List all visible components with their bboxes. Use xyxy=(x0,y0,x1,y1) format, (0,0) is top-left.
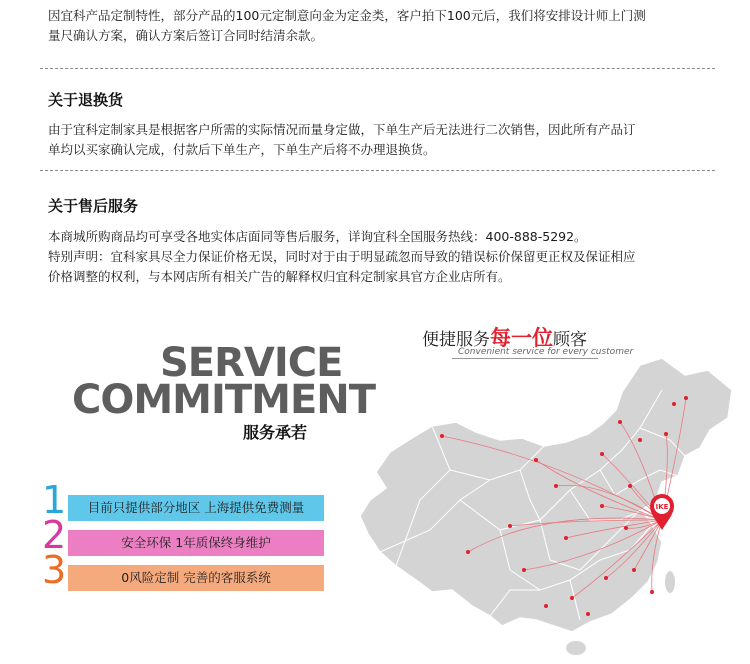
after-sales-paragraph xyxy=(48,227,713,287)
returns-paragraph xyxy=(48,120,713,160)
service-item-number: 3 xyxy=(42,548,67,592)
map-island xyxy=(566,641,586,655)
intro-paragraph xyxy=(48,6,713,46)
city-dot xyxy=(544,604,548,608)
returns-line-1: 由于宜科定制家具是根据客户所需的实际情况而量身定做，下单生产后无法进行二次销售，因此所有产品订 xyxy=(48,122,636,137)
service-item-label: 安全环保 1年质保终身维护 xyxy=(121,535,271,550)
city-dot xyxy=(554,484,558,488)
after-sales-heading: 关于售后服务 xyxy=(48,197,139,215)
city-dot xyxy=(600,452,604,456)
china-map xyxy=(340,330,750,664)
city-dot xyxy=(618,420,622,424)
after-sales-line-2: 特别声明：宜科家具尽全力保证价格无误，同时对于由于明显疏忽而导致的错误标价保留更正权及保证相应 xyxy=(48,249,636,264)
after-sales-line-1: 本商城所购商品均可享受各地实体店面同等售后服务，详询宜科全国服务热线：400-888-5292。 xyxy=(48,229,587,244)
service-item-number: 1 xyxy=(42,478,67,522)
service-item-label: 目前只提供部分地区 上海提供免费测量 xyxy=(87,500,305,515)
city-dot xyxy=(466,550,470,554)
service-item-number: 2 xyxy=(42,513,67,557)
map-heading-highlight: 每一位 xyxy=(490,326,553,350)
city-dot xyxy=(508,524,512,528)
city-dot xyxy=(534,458,538,462)
returns-heading: 关于退换货 xyxy=(48,91,124,109)
city-dot xyxy=(638,438,642,442)
city-dot xyxy=(628,484,632,488)
map-landmass xyxy=(360,358,732,632)
city-dot xyxy=(632,568,636,572)
service-item-1 xyxy=(42,478,324,522)
city-dot xyxy=(684,396,688,400)
service-title-cn: 服务承若 xyxy=(243,423,308,442)
city-dot xyxy=(586,612,590,616)
city-dot xyxy=(570,596,574,600)
service-item-2 xyxy=(42,513,324,557)
city-dot xyxy=(664,432,668,436)
city-dot xyxy=(604,576,608,580)
service-title-en-1: SERVICE xyxy=(160,340,343,386)
city-dot xyxy=(564,536,568,540)
map-heading-post: 顾客 xyxy=(553,330,587,350)
returns-line-2: 单均以买家确认完成，付款后下单生产，下单生产后将不办理退换货。 xyxy=(48,142,436,157)
service-item-label: 0风险定制 完善的客服系统 xyxy=(121,570,271,585)
city-dot xyxy=(650,590,654,594)
after-sales-line-3: 价格调整的权利，与本网店所有相关广告的解释权归宜科定制家具官方企业店所有。 xyxy=(48,269,511,284)
city-dot xyxy=(440,434,444,438)
map-island xyxy=(665,571,675,593)
city-dot xyxy=(522,568,526,572)
intro-line-1: 因宜科产品定制特性，部分产品的100元定制意向金为定金类，客户拍下100元后，我们将安排设计师上门测 xyxy=(48,8,646,23)
city-dot xyxy=(600,504,604,508)
map-heading-pre: 便捷服务 xyxy=(422,330,490,350)
city-dot xyxy=(624,526,628,530)
city-dot xyxy=(672,402,676,406)
service-title-en-2: COMMITMENT xyxy=(72,377,376,423)
divider xyxy=(40,170,715,171)
pin-label: IKE xyxy=(655,503,669,511)
divider xyxy=(40,68,715,69)
map-subtitle: Convenient service for every customer xyxy=(458,347,634,357)
intro-line-2: 量尺确认方案，确认方案后签订合同时结清余款。 xyxy=(48,28,324,43)
service-item-3 xyxy=(42,548,324,592)
